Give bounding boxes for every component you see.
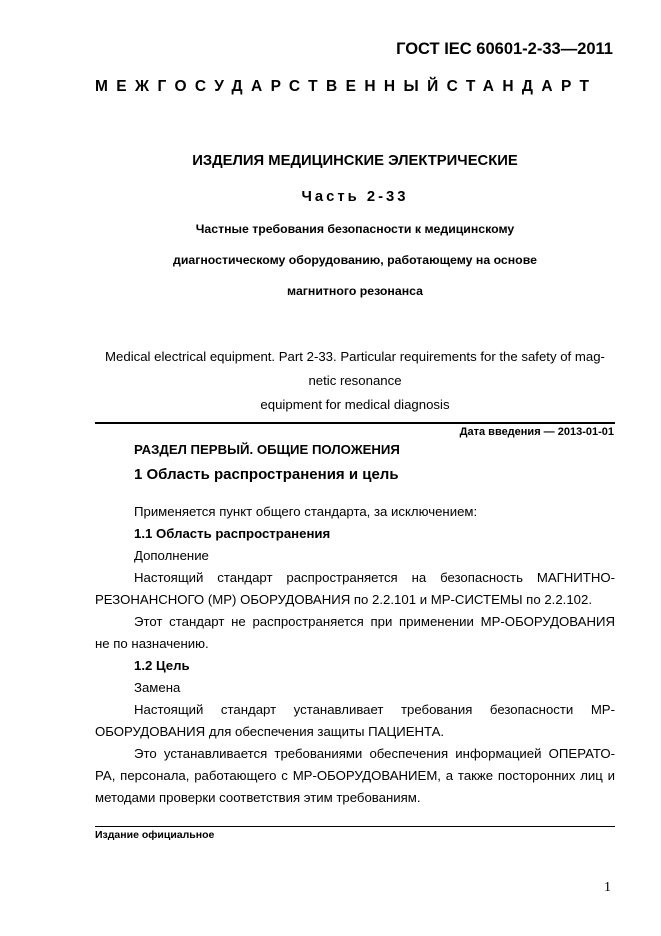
title-divider	[95, 422, 615, 424]
standard-number: ГОСТ IEC 60601-2-33—2011	[396, 40, 613, 58]
english-title-line: equipment for medical diagnosis	[260, 397, 450, 412]
paragraph-line: РА, персонала, работающего с МР-ОБОРУДОВАНИЕМ, а также посторонних лиц и	[95, 768, 615, 783]
paragraph-line: Этот стандарт не распространяется при применении МР-ОБОРУДОВАНИЯ	[134, 614, 615, 629]
document-title: ИЗДЕЛИЯ МЕДИЦИНСКИЕ ЭЛЕКТРИЧЕСКИЕ	[192, 153, 518, 169]
standard-word: СТАНДАРТ	[446, 78, 598, 95]
subtitle-line: Частные требования безопасности к медицинскому	[195, 222, 515, 236]
subtitle-line: магнитного резонанса	[287, 284, 423, 298]
interstate-standard-heading	[95, 78, 598, 96]
intro-paragraph: Применяется пункт общего стандарта, за исключением:	[134, 504, 478, 519]
edition-note: Издание официальное	[95, 829, 215, 841]
section-heading: РАЗДЕЛ ПЕРВЫЙ. ОБЩИЕ ПОЛОЖЕНИЯ	[134, 442, 400, 457]
interstate-word: МЕЖГОСУДАРСТВЕННЫЙ	[95, 78, 447, 95]
page-number: 1	[604, 880, 611, 895]
subclause-heading-scope: 1.1 Область распространения	[134, 526, 331, 541]
part-title: Часть 2-33	[301, 189, 409, 205]
paragraph-line: ОБОРУДОВАНИЯ для обеспечения защиты ПАЦИЕНТА.	[95, 724, 445, 739]
footer-divider	[95, 826, 615, 827]
paragraph-line: методами проверки соответствия этим требованиям.	[95, 790, 421, 805]
paragraph-line: РЕЗОНАНСНОГО (МР) ОБОРУДОВАНИЯ по 2.2.101 и МР-СИСТЕМЫ по 2.2.102.	[95, 592, 592, 607]
paragraph-line: Настоящий стандарт устанавливает требования безопасности МР-	[134, 702, 615, 717]
paragraph-line: Это устанавливается требованиями обеспечения информацией ОПЕРАТО-	[134, 746, 615, 761]
subtitle-line: диагностическому оборудованию, работающему на основе	[173, 253, 537, 267]
subclause-heading-purpose: 1.2 Цель	[134, 658, 190, 673]
body-text	[95, 501, 615, 809]
paragraph-line: Настоящий стандарт распространяется на безопасность МАГНИТНО-	[134, 570, 615, 585]
introduction-date: Дата введения — 2013-01-01	[459, 426, 614, 438]
amendment-note: Замена	[134, 680, 181, 695]
paragraph-line: не по назначению.	[95, 636, 209, 651]
amendment-note: Дополнение	[134, 548, 209, 563]
clause-heading: 1 Область распространения и цель	[134, 466, 399, 483]
english-title-line: netic resonance	[308, 373, 402, 388]
english-title-line: Medical electrical equipment. Part 2-33. Particular requirements for the safety of mag-	[105, 349, 605, 364]
